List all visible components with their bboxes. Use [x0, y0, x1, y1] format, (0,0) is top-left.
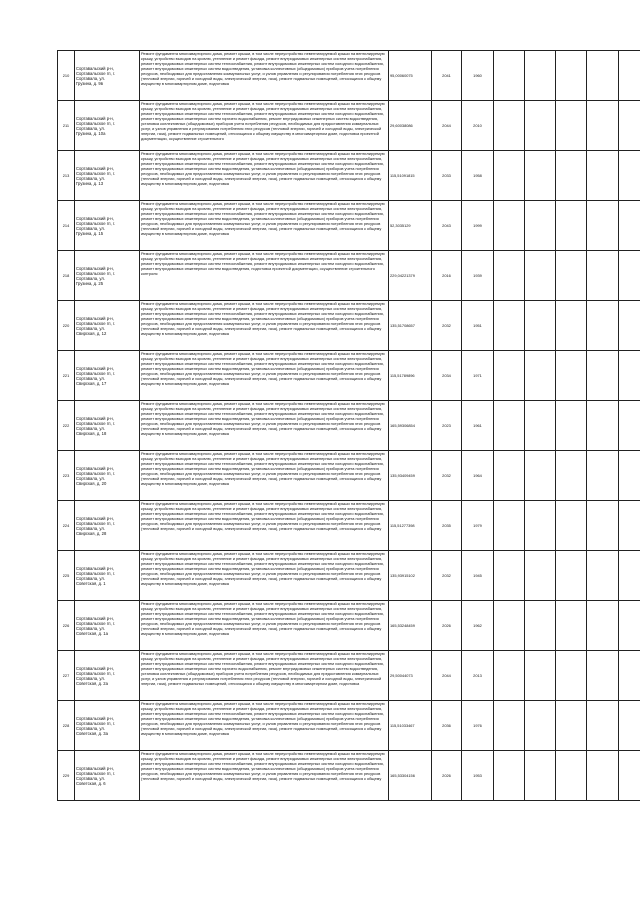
- address-text: Сортавальский р-н, Сортавальское гп, г. Сортавала, ул. Свирская, д. 17: [76, 365, 116, 386]
- row-address: [75, 551, 140, 601]
- empty-cell: [556, 601, 587, 651]
- row-works: [140, 651, 389, 701]
- row-number: 222: [58, 401, 75, 451]
- empty-cell: [494, 101, 525, 151]
- table-row: [58, 601, 640, 651]
- address-text: Сортавальский р-н, Сортавальское гп, г. Сортавала, ул. Свирская, д. 12: [76, 315, 116, 336]
- empty-cell: [556, 51, 587, 101]
- row-planned-year: 2035: [432, 501, 462, 551]
- row-address: [75, 301, 140, 351]
- empty-cell: [494, 651, 525, 701]
- empty-cell: [494, 151, 525, 201]
- address-text: Сортавальский р-н, Сортавальское гп, г. Сортавала, ул. Советская, д. 2а: [76, 665, 116, 686]
- row-number: 214: [58, 201, 75, 251]
- table-body: [58, 51, 640, 801]
- empty-cell: [619, 351, 640, 401]
- works-text: Ремонт фундамента многоквартирного дома, ремонт крыши, в том числе переустройство невентилируемой крыши на вентилируемую крышу, устройство выходов на кровлю, утепление и ремонт фасада, ремонт внутридомовых инженерных систем электроснабжения, ремонт внутридомовых инженерных систем теплоснабжения, ремонт внутридомовых инженерных систем холодного водоснабжения, ремонт внутридомовых инженерных систем горячего водоснабжения, ремонт внутридомовых инженерных систем водоотведения, установка коллективных (общедомовых) приборов учета потребления ресурсов, необходимых для предоставления коммунальных услуг, и узлов управления и регулирования потребления этих ресурсов (тепловой энергии, горячей и холодной воды, электрической энергии, газа), ремонт подвальных помещений, относящихся к общему имуществу в многоквартирном доме, подготовка: [141, 651, 385, 686]
- empty-cell: [587, 101, 619, 151]
- empty-cell: [556, 701, 587, 751]
- row-address: [75, 51, 140, 101]
- empty-cell: [494, 51, 525, 101]
- works-text: Ремонт фундамента многоквартирного дома, ремонт крыши, в том числе переустройство невентилируемой крыши на вентилируемую крышу, устройство выходов на кровлю, утепление и ремонт фасада, ремонт внутридомовых инженерных систем электроснабжения, ремонт внутридомовых инженерных систем теплоснабжения, ремонт внутридомовых инженерных систем холодного водоснабжения, ремонт внутридомовых инженерных систем водоотведения, установка коллективных (общедомовых) приборов учета потребления ресурсов, необходимых для предоставления коммунальных услуг, и узлов управления и регулирования потребления этих ресурсов (тепловой энергии, горячей и холодной воды, электрической энергии, газа), ремонт подвальных помещений, относящихся к общему имуществу в многоквартирном доме, подготовка: [141, 551, 385, 586]
- row-built-year: 1999: [462, 201, 494, 251]
- row-works: [140, 551, 389, 601]
- row-address: [75, 351, 140, 401]
- empty-cell: [587, 601, 619, 651]
- row-planned-year: 2043: [432, 201, 462, 251]
- table-row: [58, 251, 640, 301]
- empty-cell: [587, 701, 619, 751]
- empty-cell: [525, 51, 556, 101]
- empty-cell: [587, 551, 619, 601]
- row-number: 224: [58, 501, 75, 551]
- address-text: Сортавальский р-н, Сортавальское гп, г. Сортавала, ул. Свирская, д. 20: [76, 465, 116, 486]
- table-row: [58, 701, 640, 751]
- row-number: 220: [58, 301, 75, 351]
- row-planned-year: 2032: [432, 451, 462, 501]
- address-text: Сортавальский р-н, Сортавальское гп, г. Сортавала, ул. Грузина, д. 9в: [76, 65, 116, 86]
- row-built-year: 1964: [462, 451, 494, 501]
- row-address: [75, 451, 140, 501]
- empty-cell: [525, 101, 556, 151]
- empty-cell: [619, 201, 640, 251]
- empty-cell: [525, 201, 556, 251]
- row-number: 228: [58, 701, 75, 751]
- empty-cell: [494, 201, 525, 251]
- table-row: [58, 751, 640, 801]
- row-built-year: 1951: [462, 301, 494, 351]
- row-built-year: 1976: [462, 701, 494, 751]
- row-planned-year: 2036: [432, 701, 462, 751]
- empty-cell: [587, 451, 619, 501]
- row-works: [140, 401, 389, 451]
- empty-cell: [556, 751, 587, 801]
- empty-cell: [556, 451, 587, 501]
- row-cost: 135,51708657: [389, 301, 432, 351]
- empty-cell: [619, 51, 640, 101]
- address-text: Сортавальский р-н, Сортавальское гп, г. Сортавала, ул. Свирская, д. 28: [76, 515, 116, 536]
- empty-cell: [587, 201, 619, 251]
- empty-cell: [494, 751, 525, 801]
- row-number: 210: [58, 51, 75, 101]
- table-row: [58, 551, 640, 601]
- empty-cell: [556, 101, 587, 151]
- row-works: [140, 201, 389, 251]
- empty-cell: [619, 601, 640, 651]
- works-text: Ремонт фундамента многоквартирного дома, ремонт крыши, в том числе переустройство невентилируемой крыши на вентилируемую крышу, устройство выходов на кровлю, утепление и ремонт фасада, ремонт внутридомовых инженерных систем электроснабжения, ремонт внутридомовых инженерных систем теплоснабжения, ремонт внутридомовых инженерных систем холодного водоснабжения, ремонт внутридомовых инженерных систем водоотведения, установка коллективных (общедомовых) приборов учета потребления ресурсов, необходимых для предоставления коммунальных услуг, и узлов управления и регулирования потребления этих ресурсов (тепловой энергии, горячей и холодной воды, электрической энергии, газа), ремонт подвальных помещений, относящихся к общему имуществу в многоквартирном доме, подготовка: [141, 701, 385, 736]
- row-planned-year: 2026: [432, 601, 462, 651]
- row-address: [75, 401, 140, 451]
- empty-cell: [494, 301, 525, 351]
- row-works: [140, 151, 389, 201]
- row-address: [75, 201, 140, 251]
- row-cost: 135,93915102: [389, 551, 432, 601]
- row-works: [140, 601, 389, 651]
- row-address: [75, 251, 140, 301]
- row-planned-year: 2032: [432, 301, 462, 351]
- row-cost: 135,93409459: [389, 451, 432, 501]
- empty-cell: [494, 401, 525, 451]
- address-text: Сортавальский р-н, Сортавальское гп, г. Сортавала, ул. Грузина, д. 25: [76, 265, 116, 286]
- empty-cell: [587, 301, 619, 351]
- row-works: [140, 351, 389, 401]
- row-works: [140, 701, 389, 751]
- row-number: 226: [58, 601, 75, 651]
- table-row: [58, 51, 640, 101]
- row-planned-year: 2023: [432, 401, 462, 451]
- row-built-year: 1979: [462, 501, 494, 551]
- empty-cell: [556, 651, 587, 701]
- table-row: [58, 401, 640, 451]
- row-number: 218: [58, 251, 75, 301]
- table-row: [58, 351, 640, 401]
- empty-cell: [525, 301, 556, 351]
- row-planned-year: 2034: [432, 351, 462, 401]
- empty-cell: [525, 701, 556, 751]
- empty-cell: [556, 501, 587, 551]
- row-works: [140, 101, 389, 151]
- address-text: Сортавальский р-н, Сортавальское гп, г. Сортавала, ул. Грузина, д. 15: [76, 215, 116, 236]
- empty-cell: [619, 151, 640, 201]
- empty-cell: [587, 251, 619, 301]
- works-text: Ремонт фундамента многоквартирного дома, ремонт крыши, в том числе переустройство невентилируемой крыши на вентилируемую крышу, устройство выходов на кровлю, утепление и ремонт фасада, ремонт внутридомовых инженерных систем электроснабжения, ремонт внутридомовых инженерных систем теплоснабжения, ремонт внутридомовых инженерных систем холодного водоснабжения, ремонт внутридомовых инженерных систем водоотведения, установка коллективных (общедомовых) приборов учета потребления ресурсов, необходимых для предоставления коммунальных услуг, и узлов управления и регулирования потребления этих ресурсов (тепловой энергии, горячей и холодной воды, электрической энергии, газа), ремонт подвальных помещений, относящихся к общему имуществу в многоквартирном доме, подготовка: [141, 401, 385, 436]
- row-built-year: 2010: [462, 101, 494, 151]
- row-planned-year: 2026: [432, 751, 462, 801]
- row-built-year: 1971: [462, 351, 494, 401]
- row-works: [140, 501, 389, 551]
- empty-cell: [525, 651, 556, 701]
- empty-cell: [494, 351, 525, 401]
- table-row: [58, 101, 640, 151]
- empty-cell: [556, 151, 587, 201]
- empty-cell: [494, 451, 525, 501]
- empty-cell: [619, 451, 640, 501]
- empty-cell: [587, 151, 619, 201]
- works-text: Ремонт фундамента многоквартирного дома, ремонт крыши, в том числе переустройство невентилируемой крыши на вентилируемую крышу, устройство выходов на кровлю, утепление и ремонт фасада, ремонт внутридомовых инженерных систем электроснабжения, ремонт внутридомовых инженерных систем теплоснабжения, ремонт внутридомовых инженерных систем холодного водоснабжения, ремонт внутридомовых инженерных систем водоотведения, установка коллективных (общедомовых) приборов учета потребления ресурсов, необходимых для предоставления коммунальных услуг, и узлов управления и регулирования потребления этих ресурсов (тепловой энергии, горячей и холодной воды, электрической энергии, газа), ремонт подвальных помещений, относящихся к общему имуществу в многоквартирном доме, подготовка: [141, 451, 385, 486]
- empty-cell: [494, 701, 525, 751]
- row-planned-year: 2016: [432, 251, 462, 301]
- table-row: [58, 451, 640, 501]
- row-cost: 115,51091815: [389, 151, 432, 201]
- empty-cell: [525, 251, 556, 301]
- empty-cell: [525, 601, 556, 651]
- row-planned-year: 2032: [432, 551, 462, 601]
- row-built-year: 1939: [462, 251, 494, 301]
- row-cost: 115,51789896: [389, 351, 432, 401]
- row-cost: 29,60038086: [389, 101, 432, 151]
- empty-cell: [587, 651, 619, 701]
- row-built-year: 2013: [462, 651, 494, 701]
- table-row: [58, 651, 640, 701]
- row-cost: 95,00060075: [389, 51, 432, 101]
- row-planned-year: 2044: [432, 651, 462, 701]
- row-number: 229: [58, 751, 75, 801]
- row-number: 213: [58, 151, 75, 201]
- row-works: [140, 51, 389, 101]
- row-cost: 165,53304156: [389, 751, 432, 801]
- empty-cell: [587, 51, 619, 101]
- empty-cell: [494, 551, 525, 601]
- row-cost: 52,3035129: [389, 201, 432, 251]
- empty-cell: [525, 351, 556, 401]
- row-address: [75, 501, 140, 551]
- row-planned-year: 2033: [432, 151, 462, 201]
- empty-cell: [525, 751, 556, 801]
- works-text: Ремонт фундамента многоквартирного дома, ремонт крыши, в том числе переустройство невентилируемой крыши на вентилируемую крышу, устройство выходов на кровлю, утепление и ремонт фасада, ремонт внутридомовых инженерных систем электроснабжения, ремонт внутридомовых инженерных систем теплоснабжения, ремонт внутридомовых инженерных систем холодного водоснабжения, ремонт внутридомовых инженерных систем водоотведения, установка коллективных (общедомовых) приборов учета потребления ресурсов, необходимых для предоставления коммунальных услуг, и узлов управления и регулирования потребления этих ресурсов (тепловой энергии, горячей и холодной воды, электрической энергии, газа), ремонт подвальных помещений, относящихся к общему имуществу в многоквартирном доме, подготовка: [141, 151, 385, 186]
- address-text: Сортавальский р-н, Сортавальское гп, г. Сортавала, ул. Советская, д. 1: [76, 565, 116, 586]
- row-planned-year: 2041: [432, 51, 462, 101]
- empty-cell: [587, 501, 619, 551]
- row-number: 225: [58, 551, 75, 601]
- empty-cell: [525, 551, 556, 601]
- works-text: Ремонт фундамента многоквартирного дома, ремонт крыши, в том числе переустройство невентилируемой крыши на вентилируемую крышу, устройство выходов на кровлю, утепление и ремонт фасада, ремонт внутридомовых инженерных систем электроснабжения, ремонт внутридомовых инженерных систем теплоснабжения, ремонт внутридомовых инженерных систем холодного водоснабжения, ремонт внутридомовых инженерных систем водоотведения, подготовка проектной документации, осуществление строительного контроля: [141, 251, 385, 276]
- empty-cell: [556, 351, 587, 401]
- row-address: [75, 151, 140, 201]
- empty-cell: [619, 501, 640, 551]
- empty-cell: [619, 551, 640, 601]
- row-cost: 229,04221379: [389, 251, 432, 301]
- empty-cell: [494, 251, 525, 301]
- row-number: 211: [58, 101, 75, 151]
- row-works: [140, 751, 389, 801]
- row-built-year: 1962: [462, 601, 494, 651]
- works-text: Ремонт фундамента многоквартирного дома, ремонт крыши, в том числе переустройство невентилируемой крыши на вентилируемую крышу, устройство выходов на кровлю, утепление и ремонт фасада, ремонт внутридомовых инженерных систем электроснабжения, ремонт внутридомовых инженерных систем теплоснабжения, ремонт внутридомовых инженерных систем холодного водоснабжения, ремонт внутридомовых инженерных систем водоотведения, установка коллективных (общедомовых) приборов учета потребления ресурсов, необходимых для предоставления коммунальных услуг, и узлов управления и регулирования потребления этих ресурсов (тепловой энергии, горячей и холодной воды, электрической энергии, газа), ремонт подвальных помещений, относящихся к общему имуществу в многоквартирном доме, подготовка: [141, 51, 385, 86]
- empty-cell: [494, 601, 525, 651]
- row-planned-year: 2044: [432, 101, 462, 151]
- empty-cell: [525, 501, 556, 551]
- empty-cell: [587, 351, 619, 401]
- empty-cell: [619, 251, 640, 301]
- empty-cell: [556, 401, 587, 451]
- empty-cell: [619, 751, 640, 801]
- row-built-year: 1953: [462, 751, 494, 801]
- address-text: Сортавальский р-н, Сортавальское гп, г. Сортавала, ул. Советская, д. 6: [76, 765, 116, 786]
- empty-cell: [619, 651, 640, 701]
- empty-cell: [587, 401, 619, 451]
- empty-cell: [556, 201, 587, 251]
- row-works: [140, 451, 389, 501]
- row-address: [75, 701, 140, 751]
- row-cost: 165,53248459: [389, 601, 432, 651]
- empty-cell: [525, 401, 556, 451]
- empty-cell: [556, 551, 587, 601]
- row-number: 223: [58, 451, 75, 501]
- empty-cell: [525, 151, 556, 201]
- works-text: Ремонт фундамента многоквартирного дома, ремонт крыши, в том числе переустройство невентилируемой крыши на вентилируемую крышу, устройство выходов на кровлю, утепление и ремонт фасада, ремонт внутридомовых инженерных систем электроснабжения, ремонт внутридомовых инженерных систем теплоснабжения, ремонт внутридомовых инженерных систем холодного водоснабжения, ремонт внутридомовых инженерных систем водоотведения, установка коллективных (общедомовых) приборов учета потребления ресурсов, необходимых для предоставления коммунальных услуг, и узлов управления и регулирования потребления этих ресурсов (тепловой энергии, горячей и холодной воды, электрической энергии, газа), ремонт подвальных помещений, относящихся к общему: [141, 501, 385, 531]
- row-cost: 29,50044073: [389, 651, 432, 701]
- row-cost: 165,59306854: [389, 401, 432, 451]
- empty-cell: [619, 401, 640, 451]
- empty-cell: [619, 101, 640, 151]
- table-row: [58, 151, 640, 201]
- empty-cell: [494, 501, 525, 551]
- program-table: [57, 50, 640, 801]
- row-cost: 115,51277398: [389, 501, 432, 551]
- row-works: [140, 251, 389, 301]
- row-address: [75, 101, 140, 151]
- address-text: Сортавальский р-н, Сортавальское гп, г. Сортавала, ул. Советская, д. 3а: [76, 715, 116, 736]
- row-built-year: 1960: [462, 51, 494, 101]
- row-cost: 115,51033467: [389, 701, 432, 751]
- address-text: Сортавальский р-н, Сортавальское гп, г. Сортавала, ул. Советская, д. 1а: [76, 615, 116, 636]
- works-text: Ремонт фундамента многоквартирного дома, ремонт крыши, в том числе переустройство невентилируемой крыши на вентилируемую крышу, устройство выходов на кровлю, утепление и ремонт фасада, ремонт внутридомовых инженерных систем электроснабжения, ремонт внутридомовых инженерных систем теплоснабжения, ремонт внутридомовых инженерных систем холодного водоснабжения, ремонт внутридомовых инженерных систем горячего водоснабжения, ремонт внутридомовых инженерных систем водоотведения, установка коллективных (общедомовых) приборов учета потребления ресурсов, необходимых для предоставления коммунальных услуг, и узлов управления и регулирования потребления этих ресурсов (тепловой энергии, горячей и холодной воды, электрической энергии, газа), ремонт подвальных помещений, относящихся к общему имуществу в многоквартирном доме, подготовка проектной документации, осуществление строительного: [141, 101, 385, 141]
- address-text: Сортавальский р-н, Сортавальское гп, г. Сортавала, ул. Свирская, д. 18: [76, 415, 116, 436]
- address-text: Сортавальский р-н, Сортавальское гп, г. Сортавала, ул. Грузина, д. 10а: [76, 115, 116, 136]
- works-text: Ремонт фундамента многоквартирного дома, ремонт крыши, в том числе переустройство невентилируемой крыши на вентилируемую крышу, устройство выходов на кровлю, утепление и ремонт фасада, ремонт внутридомовых инженерных систем электроснабжения, ремонт внутридомовых инженерных систем теплоснабжения, ремонт внутридомовых инженерных систем холодного водоснабжения, ремонт внутридомовых инженерных систем водоотведения, установка коллективных (общедомовых) приборов учета потребления ресурсов, необходимых для предоставления коммунальных услуг, и узлов управления и регулирования потребления этих ресурсов (тепловой энергии, горячей и холодной воды, электрической энергии, газа), ремонт подвальных помещений, относящихся к общему имуществу в многоквартирном доме, подготовка: [141, 601, 385, 636]
- empty-cell: [525, 451, 556, 501]
- row-built-year: 1945: [462, 551, 494, 601]
- row-number: 221: [58, 351, 75, 401]
- empty-cell: [619, 301, 640, 351]
- table-row: [58, 201, 640, 251]
- row-address: [75, 651, 140, 701]
- row-built-year: 1961: [462, 401, 494, 451]
- works-text: Ремонт фундамента многоквартирного дома, ремонт крыши, в том числе переустройство невентилируемой крыши на вентилируемую крышу, устройство выходов на кровлю, утепление и ремонт фасада, ремонт внутридомовых инженерных систем электроснабжения, ремонт внутридомовых инженерных систем теплоснабжения, ремонт внутридомовых инженерных систем холодного водоснабжения, ремонт внутридомовых инженерных систем водоотведения, установка коллективных (общедомовых) приборов учета потребления ресурсов, необходимых для предоставления коммунальных услуг, и узлов управления и регулирования потребления этих ресурсов (тепловой энергии, горячей и холодной воды, электрической энергии, газа), ремонт подвальных помещений, относящихся к общему имуществу в многоквартирном доме, подготовка: [141, 201, 385, 236]
- empty-cell: [556, 301, 587, 351]
- works-text: Ремонт фундамента многоквартирного дома, ремонт крыши, в том числе переустройство невентилируемой крыши на вентилируемую крышу, устройство выходов на кровлю, утепление и ремонт фасада, ремонт внутридомовых инженерных систем электроснабжения, ремонт внутридомовых инженерных систем теплоснабжения, ремонт внутридомовых инженерных систем холодного водоснабжения, ремонт внутридомовых инженерных систем водоотведения, установка коллективных (общедомовых) приборов учета потребления ресурсов, необходимых для предоставления коммунальных услуг, и узлов управления и регулирования потребления этих ресурсов (тепловой энергии, горячей и холодной воды, электрической энергии, газа), ремонт подвальных помещений, относящихся к общему имуществу в многоквартирном доме, подготовка: [141, 351, 385, 386]
- empty-cell: [619, 701, 640, 751]
- row-works: [140, 301, 389, 351]
- address-text: Сортавальский р-н, Сортавальское гп, г. Сортавала, ул. Грузина, д. 13: [76, 165, 116, 186]
- table-row: [58, 501, 640, 551]
- row-number: 227: [58, 651, 75, 701]
- row-address: [75, 601, 140, 651]
- works-text: Ремонт фундамента многоквартирного дома, ремонт крыши, в том числе переустройство невентилируемой крыши на вентилируемую крышу, устройство выходов на кровлю, утепление и ремонт фасада, ремонт внутридомовых инженерных систем электроснабжения, ремонт внутридомовых инженерных систем теплоснабжения, ремонт внутридомовых инженерных систем холодного водоснабжения, ремонт внутридомовых инженерных систем водоотведения, установка коллективных (общедомовых) приборов учета потребления ресурсов, необходимых для предоставления коммунальных услуг, и узлов управления и регулирования потребления этих ресурсов (тепловой энергии, горячей и холодной воды, электрической энергии, газа), ремонт подвальных помещений, относящихся к общему: [141, 751, 385, 781]
- empty-cell: [587, 751, 619, 801]
- works-text: Ремонт фундамента многоквартирного дома, ремонт крыши, в том числе переустройство невентилируемой крыши на вентилируемую крышу, устройство выходов на кровлю, утепление и ремонт фасада, ремонт внутридомовых инженерных систем электроснабжения, ремонт внутридомовых инженерных систем теплоснабжения, ремонт внутридомовых инженерных систем холодного водоснабжения, ремонт внутридомовых инженерных систем водоотведения, установка коллективных (общедомовых) приборов учета потребления ресурсов, необходимых для предоставления коммунальных услуг, и узлов управления и регулирования потребления этих ресурсов (тепловой энергии, горячей и холодной воды, электрической энергии, газа), ремонт подвальных помещений, относящихся к общему имуществу в многоквартирном доме, подготовка: [141, 301, 385, 336]
- table-row: [58, 301, 640, 351]
- empty-cell: [556, 251, 587, 301]
- row-built-year: 1958: [462, 151, 494, 201]
- row-address: [75, 751, 140, 801]
